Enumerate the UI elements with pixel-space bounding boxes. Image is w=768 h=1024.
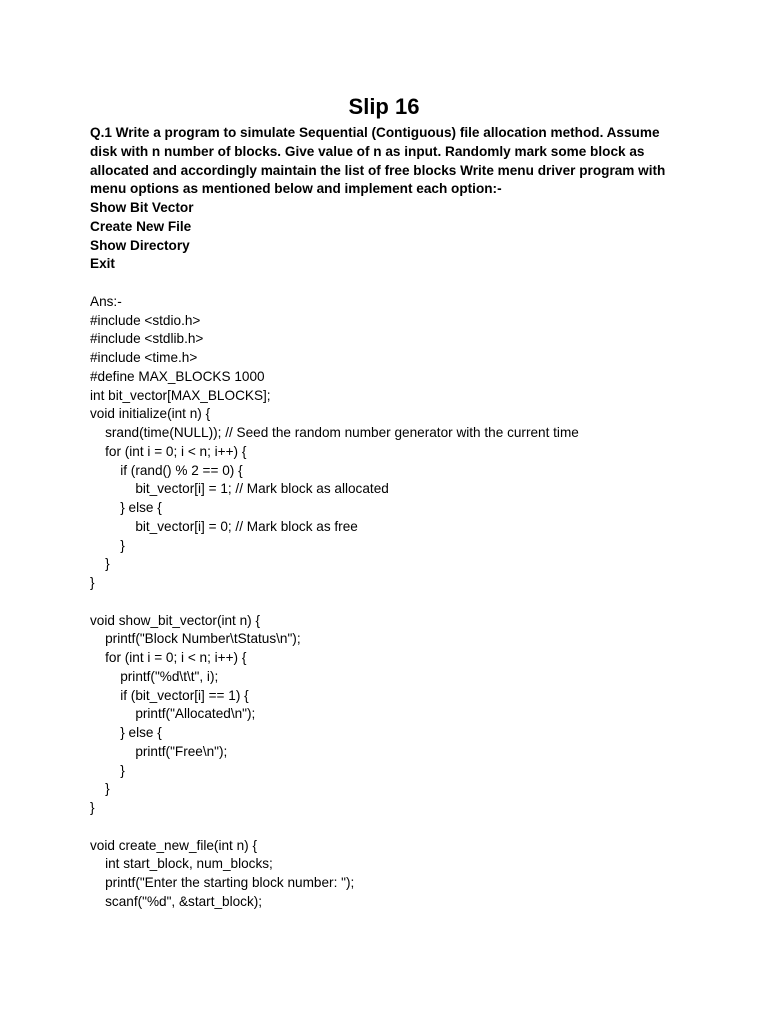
code-line: printf("Allocated\n"); [90, 706, 256, 722]
code-block [90, 312, 690, 912]
code-line: for (int i = 0; i < n; i++) { [90, 650, 247, 665]
code-line: int bit_vector[MAX_BLOCKS]; [90, 387, 271, 403]
page-title: Slip 16 [348, 94, 420, 119]
code-line: #include <time.h> [90, 350, 198, 365]
question-line: allocated and accordingly maintain the list of free blocks Write menu driver program with [90, 162, 666, 178]
code-line: #include <stdio.h> [90, 312, 201, 328]
code-line: } [90, 800, 95, 815]
code-line: scanf("%d", &start_block); [90, 893, 263, 909]
code-line: if (rand() % 2 == 0) { [90, 462, 243, 478]
code-line: #include <stdlib.h> [90, 331, 204, 347]
code-line: printf("Block Number\tStatus\n"); [90, 631, 301, 647]
code-line: printf("Free\n"); [90, 743, 228, 759]
answer-label: Ans:- [90, 293, 122, 309]
menu-option-show-directory: Show Directory [90, 237, 190, 253]
code-line: printf("%d\t\t", i); [90, 668, 219, 684]
code-line: int start_block, num_blocks; [90, 856, 273, 872]
menu-option-show-bit-vector: Show Bit Vector [90, 200, 194, 215]
code-line: void create_new_file(int n) { [90, 837, 257, 853]
code-line: if (bit_vector[i] == 1) { [90, 687, 249, 703]
code-line: void show_bit_vector(int n) { [90, 612, 261, 628]
code-line: } [90, 537, 125, 553]
code-line: bit_vector[i] = 1; // Mark block as allocated [90, 481, 389, 497]
code-line: bit_vector[i] = 0; // Mark block as free [90, 518, 358, 534]
document-body [90, 124, 690, 912]
question-line: Q.1 Write a program to simulate Sequential (Contiguous) file allocation method. Assume [90, 125, 660, 140]
code-line: printf("Enter the starting block number: "); [90, 875, 355, 890]
code-line: } [90, 575, 95, 590]
question-line: disk with n number of blocks. Give value of n as input. Randomly mark some block as [90, 143, 645, 159]
question-line: menu options as mentioned below and implement each option:- [90, 181, 502, 197]
code-line: } [90, 781, 110, 797]
code-line [90, 818, 690, 837]
menu-option-create-new-file: Create New File [90, 218, 192, 234]
code-line: void initialize(int n) { [90, 406, 211, 422]
spacer [90, 274, 690, 293]
menu-option-exit: Exit [90, 256, 115, 272]
code-line: } else { [90, 725, 162, 740]
code-line: } else { [90, 500, 162, 515]
code-line: } [90, 556, 110, 572]
code-line: for (int i = 0; i < n; i++) { [90, 443, 247, 459]
question-block [90, 124, 690, 274]
code-line: srand(time(NULL)); // Seed the random number generator with the current time [90, 425, 579, 440]
code-line: #define MAX_BLOCKS 1000 [90, 368, 265, 384]
code-line: } [90, 762, 125, 778]
code-line [90, 593, 690, 612]
